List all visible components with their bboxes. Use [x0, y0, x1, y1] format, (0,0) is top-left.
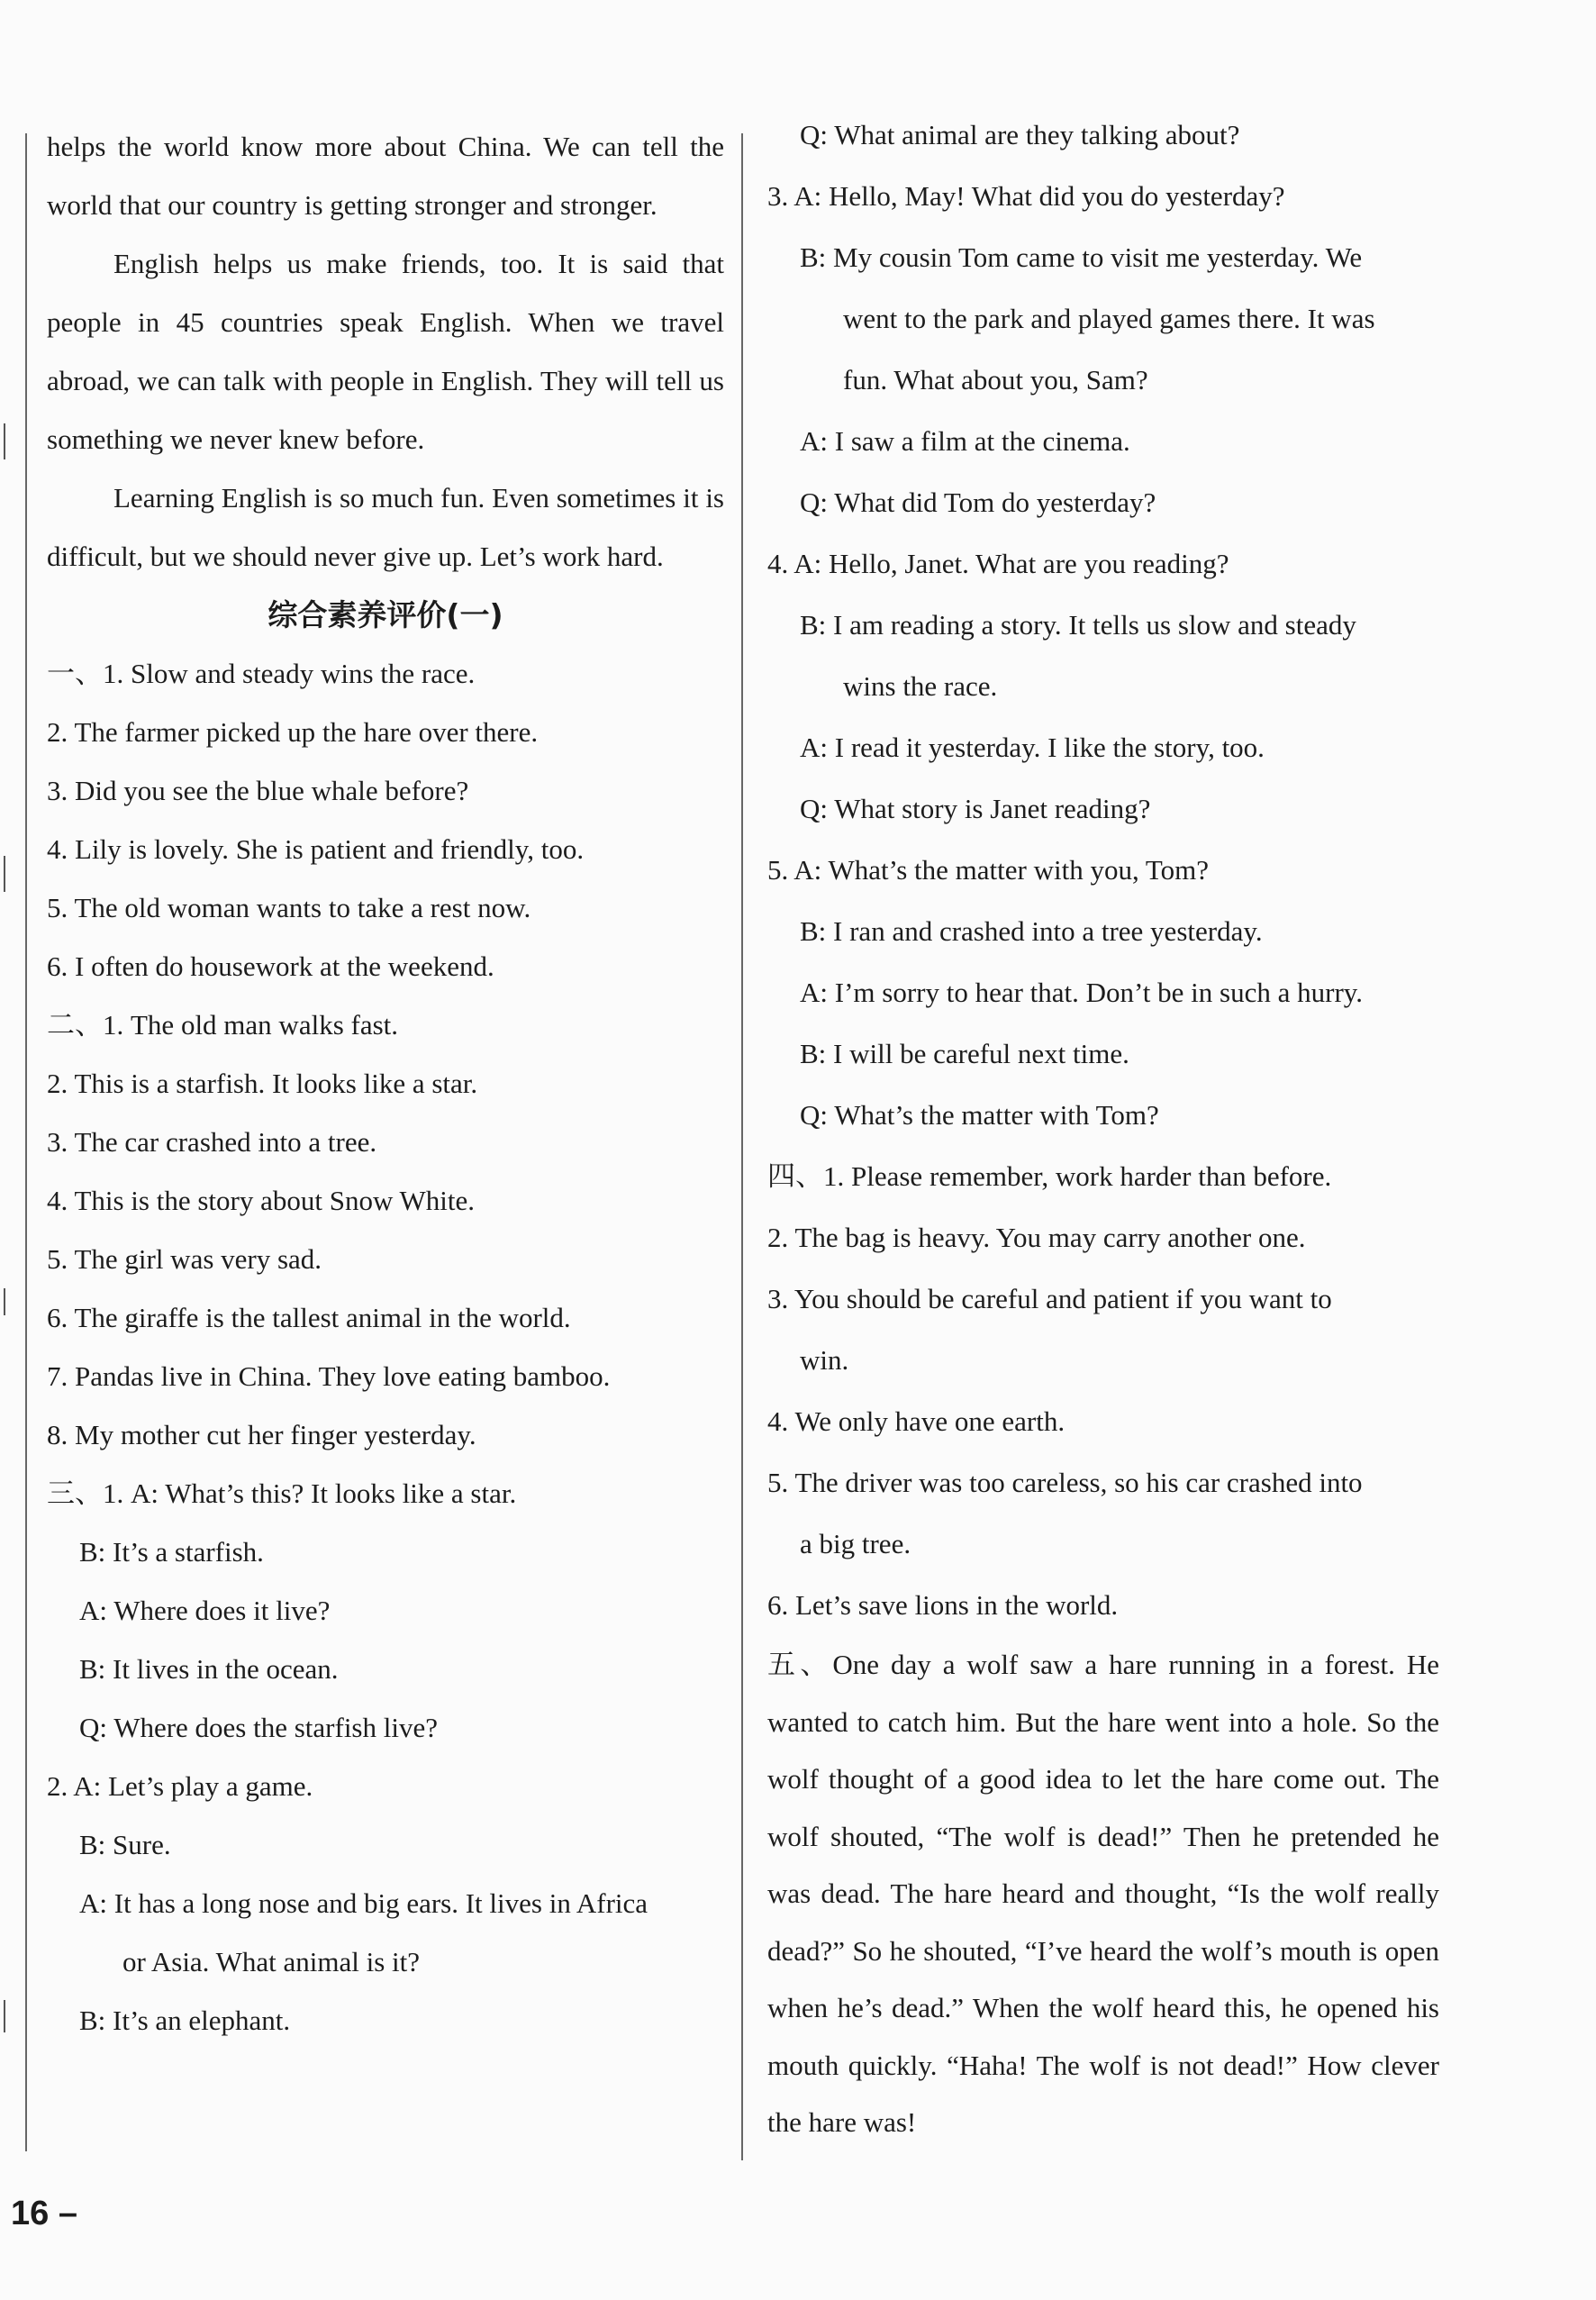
dialogue-line: 5. A: What’s the matter with you, Tom? — [767, 854, 1210, 886]
dialogue-line: A: I’m sorry to hear that. Don’t be in such a hurry. — [800, 977, 1364, 1008]
answer-line: 5. The old woman wants to take a rest now. — [47, 892, 531, 923]
answer-line: 4. This is the story about Snow White. — [47, 1185, 476, 1216]
left-column — [47, 117, 724, 2050]
dialogue-line: Q: What did Tom do yesterday? — [800, 486, 1156, 518]
answer-line: a big tree. — [800, 1528, 911, 1559]
dialogue-line: A: I saw a film at the cinema. — [800, 425, 1130, 457]
answer-line: 一、1. Slow and steady wins the race. — [47, 658, 476, 689]
answer-line: 6. I often do housework at the weekend. — [47, 950, 494, 982]
answer-line: 4. Lily is lovely. She is patient and friendly, too. — [47, 833, 585, 865]
dialogue-line: 2. A: Let’s play a game. — [47, 1770, 313, 1802]
answer-line: 3. You should be careful and patient if you want to — [767, 1283, 1332, 1314]
paragraph: helps the world know more about China. We can tell the world that our country is getting stronger and stronger. — [47, 131, 724, 221]
answer-line: 二、1. The old man walks fast. — [47, 1009, 399, 1041]
page-number: 16 – — [11, 2195, 77, 2232]
dialogue-line: wins the race. — [843, 670, 998, 702]
dialogue-line: Q: What’s the matter with Tom? — [800, 1099, 1159, 1131]
dialogue-line: A: Where does it live? — [79, 1595, 331, 1626]
answer-line: 6. Let’s save lions in the world. — [767, 1589, 1119, 1621]
dialogue-line: B: It lives in the ocean. — [79, 1653, 339, 1685]
dialogue-line: 4. A: Hello, Janet. What are you reading? — [767, 548, 1229, 579]
dialogue-line: A: I read it yesterday. I like the story, too. — [800, 732, 1265, 763]
paragraph: English helps us make friends, too. It is said that people in 45 countries speak English. When we travel abroad, we can talk with people in English. They will tell us something we never knew before. — [47, 248, 724, 455]
answer-line: 7. Pandas live in China. They love eating bamboo. — [47, 1360, 611, 1392]
dialogue-line: went to the park and played games there. It was — [843, 303, 1375, 334]
answer-line: 4. We only have one earth. — [767, 1405, 1066, 1437]
dialogue-line: B: I will be careful next time. — [800, 1038, 1129, 1069]
section-heading: 综合素养评价(一) — [268, 597, 503, 632]
dialogue-line: B: My cousin Tom came to visit me yesterday. We — [800, 241, 1363, 273]
left-margin-rule — [25, 133, 27, 2151]
dialogue-line: B: I am reading a story. It tells us slow and steady — [800, 609, 1356, 641]
answer-line: 2. The bag is heavy. You may carry another one. — [767, 1222, 1306, 1253]
dialogue-line: fun. What about you, Sam? — [843, 364, 1148, 395]
dialogue-line: B: Sure. — [79, 1829, 171, 1860]
dialogue-line: A: It has a long nose and big ears. It lives in Africa — [79, 1887, 648, 1919]
dialogue-line: Q: What animal are they talking about? — [800, 119, 1240, 150]
column-divider — [741, 133, 743, 2160]
edge-mark — [4, 1288, 5, 1315]
answer-line: 2. The farmer picked up the hare over there. — [47, 716, 539, 748]
edge-mark — [4, 423, 5, 459]
answer-line: 5. The girl was very sad. — [47, 1243, 322, 1275]
paragraph: Learning English is so much fun. Even sometimes it is difficult, but we should never give up. Let’s work hard. — [47, 482, 724, 572]
dialogue-line: B: It’s an elephant. — [79, 2005, 291, 2036]
edge-mark — [4, 856, 5, 892]
dialogue-line: 三、1. A: What’s this? It looks like a star. — [47, 1477, 517, 1509]
dialogue-line: B: It’s a starfish. — [79, 1536, 264, 1568]
dialogue-line: Q: What story is Janet reading? — [800, 793, 1151, 824]
edge-mark — [4, 2000, 5, 2032]
answer-line: 6. The giraffe is the tallest animal in the world. — [47, 1302, 571, 1333]
dialogue-line: B: I ran and crashed into a tree yesterday. — [800, 915, 1263, 947]
answer-line: 3. Did you see the blue whale before? — [47, 775, 469, 806]
right-column — [767, 105, 1439, 2151]
dialogue-line: or Asia. What animal is it? — [122, 1946, 421, 1977]
answer-line: 8. My mother cut her finger yesterday. — [47, 1419, 476, 1450]
dialogue-line: 3. A: Hello, May! What did you do yesterday? — [767, 180, 1285, 212]
answer-line: 四、1. Please remember, work harder than before. — [767, 1160, 1332, 1192]
answer-line: 2. This is a starfish. It looks like a star. — [47, 1068, 478, 1099]
answer-line: 5. The driver was too careless, so his car crashed into — [767, 1467, 1363, 1498]
answer-line: win. — [800, 1344, 849, 1376]
dialogue-line: Q: Where does the starfish live? — [79, 1712, 438, 1743]
answer-line: 3. The car crashed into a tree. — [47, 1126, 377, 1158]
story-paragraph: 五、One day a wolf saw a hare running in a forest. He wanted to catch him. But the hare went into a hole. So the wolf thought of a good idea to let the hare come out. The wolf shouted, “The wolf is dead!” Then he pretended he was dead. The hare heard and thought, “Is the wolf really dead?” So he shouted, “I’ve heard the wolf’s mouth is open when he’s dead.” When the wolf heard this, he opened his mouth quickly. “Haha! The wolf is not dead!” How clever the hare was! — [767, 1649, 1439, 2138]
